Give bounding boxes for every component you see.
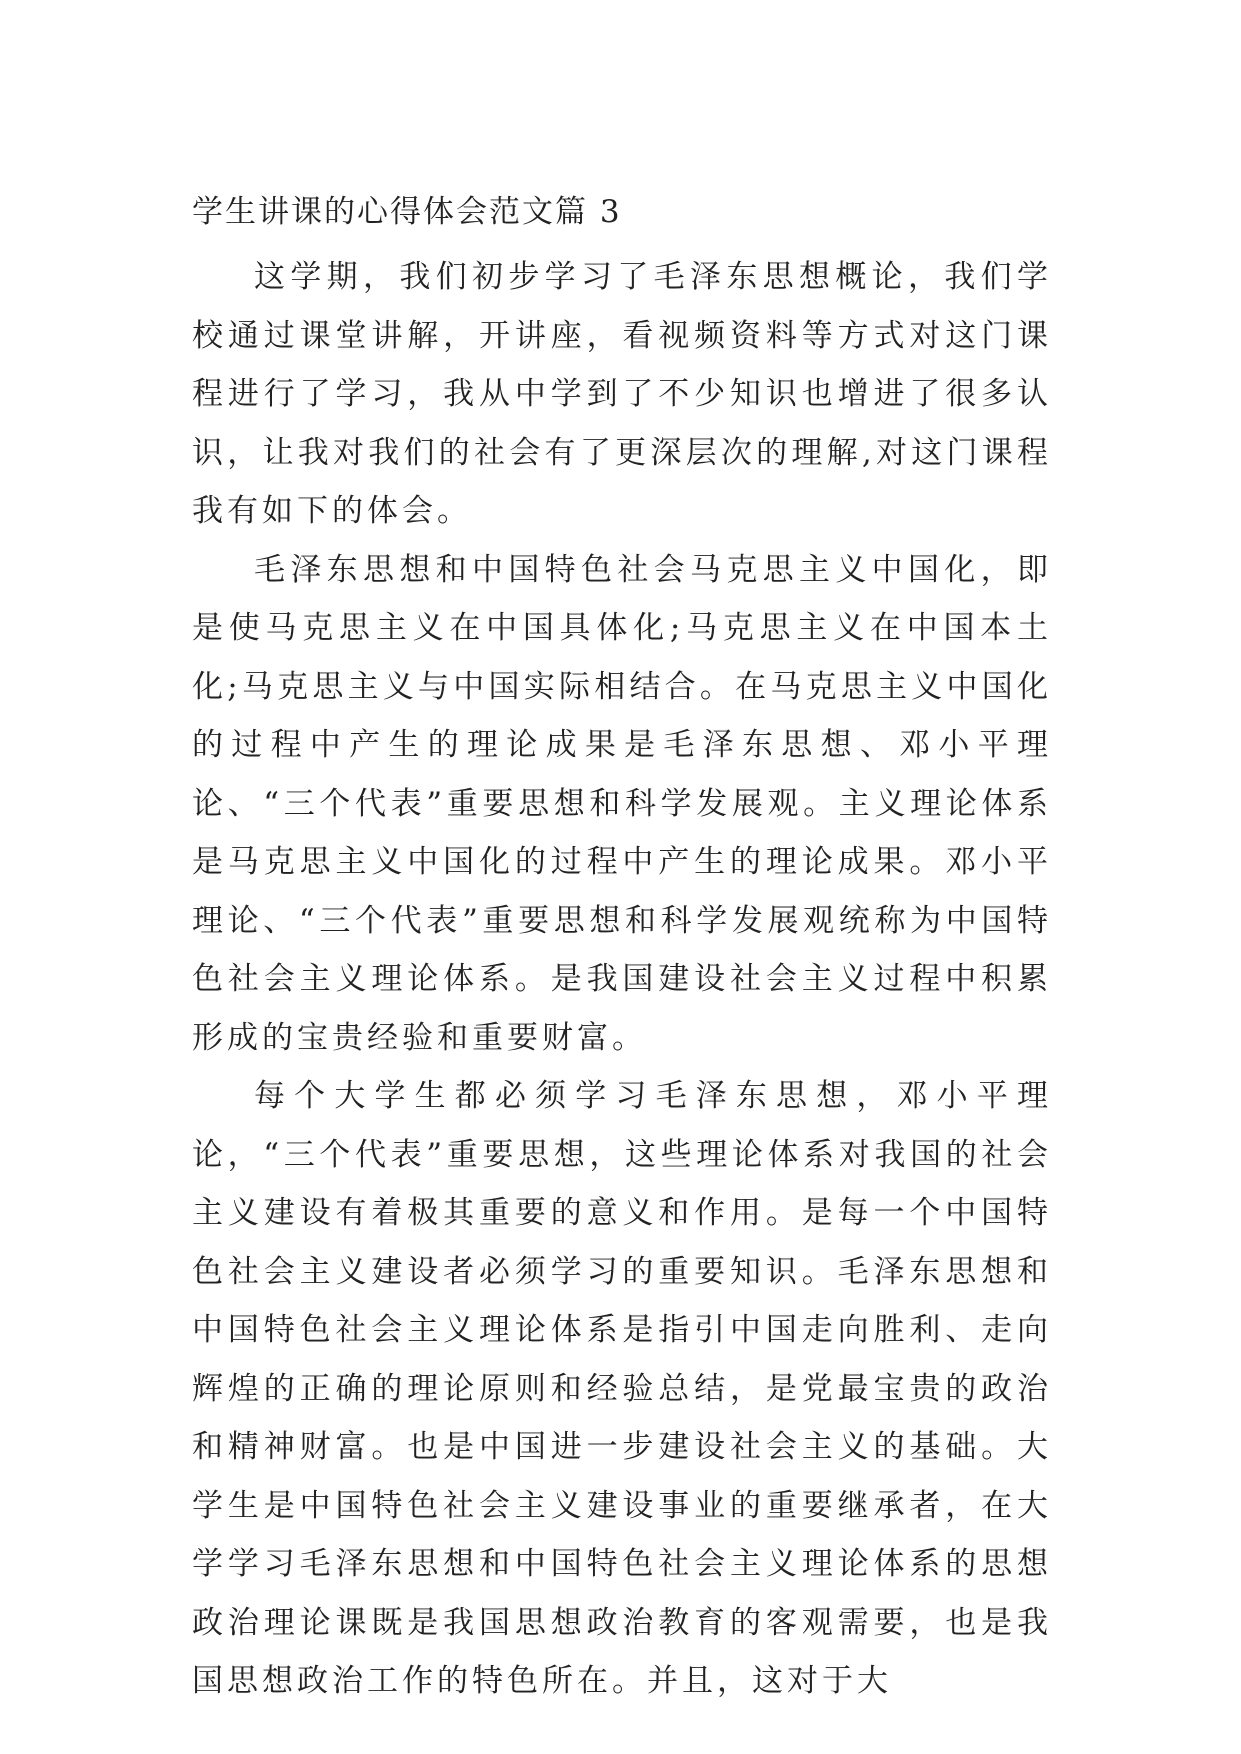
paragraph-2: 毛泽东思想和中国特色社会马克思主义中国化，即是使马克思主义在中国具体化;马克思主义在中国本土化;马克思主义与中国实际相结合。在马克思主义中国化的过程中产生的理论成果是毛泽东思想、邓小平理论、“三个代表”重要思想和科学发展观。主义理论体系是马克思主义中国化的过程中产生的理论成果。邓小平理论、“三个代表”重要思想和科学发展观统称为中国特色社会主义理论体系。是我国建设社会主义过程中积累形成的宝贵经验和重要财富。 (192, 551, 1052, 1056)
document-title: 学生讲课的心得体会范文篇 3 (192, 194, 622, 230)
paragraph-1: 这学期，我们初步学习了毛泽东思想概论，我们学校通过课堂讲解，开讲座，看视频资料等方式对这门课程进行了学习，我从中学到了不少知识也增进了很多认识，让我对我们的社会有了更深层次的理解,对这门课程我有如下的体会。 (192, 259, 1052, 529)
paragraph-3: 每个大学生都必须学习毛泽东思想，邓小平理论，“三个代表”重要思想，这些理论体系对我国的社会主义建设有着极其重要的意义和作用。是每一个中国特色社会主义建设者必须学习的重要知识。毛泽东思想和中国特色社会主义理论体系是指引中国走向胜利、走向辉煌的正确的理论原则和经验总结，是党最宝贵的政治和精神财富。也是中国进一步建设社会主义的基础。大学生是中国特色社会主义建设事业的重要继承者，在大学学习毛泽东思想和中国特色社会主义理论体系的思想政治理论课既是我国思想政治教育的客观需要，也是我国思想政治工作的特色所在。并且，这对于大 (192, 1078, 1052, 1699)
document-body (192, 190, 1052, 1711)
